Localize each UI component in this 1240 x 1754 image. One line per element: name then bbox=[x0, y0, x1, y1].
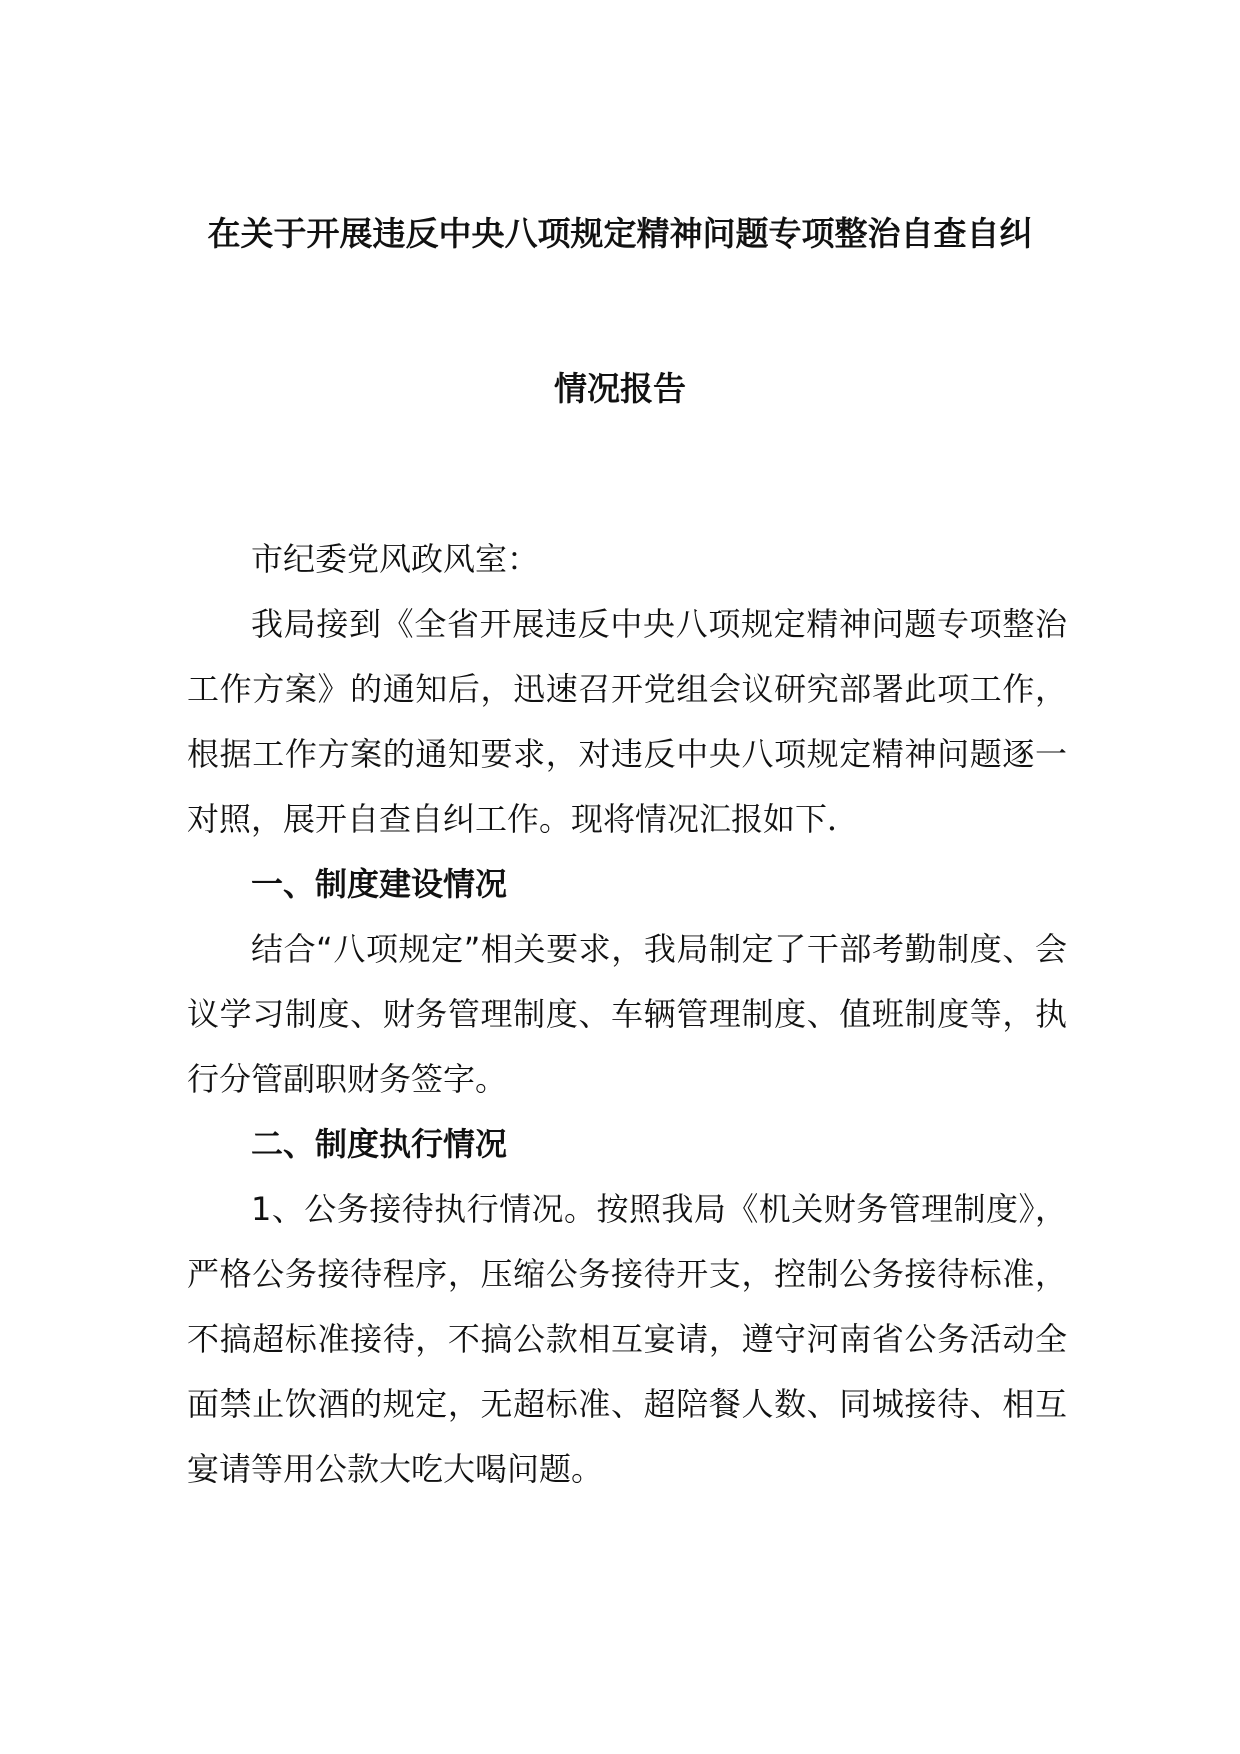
section-heading-1: 一、制度建设情况 bbox=[251, 865, 508, 903]
section-2-item-1-paragraph: 1、公务接待执行情况。按照我局《机关财务管理制度》，严格公务接待程序，压缩公务接待开支，控制公务接待标准，不搞超标准接待，不搞公款相互宴请，遵守河南省公务活动全面禁止饮酒的规定，无超标准、超陪餐人数、同城接待、相互宴请等用公款大吃大喝问题。 bbox=[187, 1190, 1067, 1488]
section-1-paragraph: 结合“八项规定”相关要求，我局制定了干部考勤制度、会议学习制度、财务管理制度、车辆管理制度、值班制度等，执行分管副职财务签字。 bbox=[187, 930, 1067, 1098]
section-heading-2: 二、制度执行情况 bbox=[251, 1125, 508, 1163]
document-body bbox=[187, 527, 1067, 1502]
document-title-line-1: 在关于开展违反中央八项规定精神问题专项整治自查自纠 bbox=[207, 214, 1033, 253]
salutation: 市纪委党风政风室： bbox=[251, 540, 540, 578]
intro-paragraph: 我局接到《全省开展违反中央八项规定精神问题专项整治工作方案》的通知后，迅速召开党组会议研究部署此项工作，根据工作方案的通知要求，对违反中央八项规定精神问题逐一对照，展开自查自纠工作。现将情况汇报如下． bbox=[187, 605, 1067, 838]
document-title-line-2: 情况报告 bbox=[554, 369, 686, 408]
